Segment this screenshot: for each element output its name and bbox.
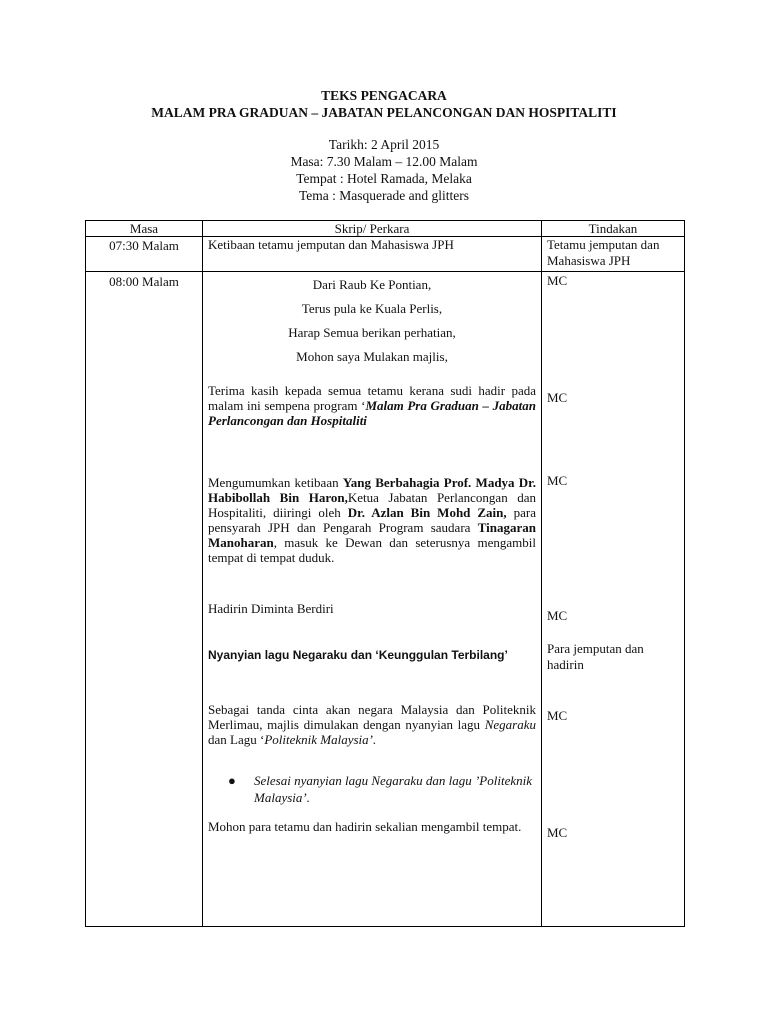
document-title: TEKS PENGACARA (321, 88, 447, 103)
lecturer-name: Dr. Azlan Bin Mohd Zain, (347, 505, 507, 520)
mc-label: MC (547, 273, 568, 288)
pantun-line: Mohon saya Mulakan majlis, (296, 349, 448, 364)
stand-instruction: Hadirin Diminta Berdiri (208, 601, 334, 616)
thanks-paragraph: Terima kasih kepada semua tetamu kerana sudi hadir pada malam ini sempena program ‘Malam Pra Graduan – Jabatan Perlancongan dan Hospitaliti (208, 383, 536, 428)
bullet-icon: ● (228, 773, 236, 788)
seating-instruction: Mohon para tetamu dan hadirin sekalian mengambil tempat. (208, 819, 522, 834)
row2-time: 08:00 Malam (86, 272, 203, 927)
row1-script: Ketibaan tetamu jemputan dan Mahasiswa JPH (203, 237, 542, 272)
header-masa: Masa (86, 221, 203, 237)
schedule-table (85, 220, 685, 927)
row2-script (203, 272, 542, 927)
mc-label: MC (547, 825, 568, 840)
mc-label: MC (547, 390, 568, 405)
table-row (86, 272, 685, 927)
anthem-paragraph: Sebagai tanda cinta akan negara Malaysia dan Politeknik Merlimau, majlis dimulakan dengan nyanyian lagu Negaraku dan Lagu ‘Politeknik Malaysia’. (208, 702, 536, 747)
pantun-line: Dari Raub Ke Pontian, (312, 277, 432, 292)
event-theme: Tema : Masquerade and glitters (299, 188, 469, 203)
pantun-line: Harap Semua berikan perhatian, (288, 325, 456, 340)
director-name: Tinagaran Manoharan (208, 520, 536, 550)
header-tindakan: Tindakan (542, 221, 685, 237)
mc-label: MC (547, 608, 568, 623)
document-header (0, 87, 768, 121)
mc-label: MC (547, 708, 568, 723)
mc-label: MC (547, 473, 568, 488)
document-subtitle: MALAM PRA GRADUAN – JABATAN PELANCONGAN DAN HOSPITALITI (151, 105, 617, 120)
event-venue: Tempat : Hotel Ramada, Melaka (296, 171, 472, 186)
table-row (86, 237, 685, 272)
anthem-heading: Nyanyian lagu Negaraku dan ‘Keunggulan Terbilang’ (208, 648, 508, 662)
program-name: Malam Pra Graduan – Jabatan Perlancongan dan Hospitaliti (208, 398, 536, 428)
table-header-row (86, 221, 685, 237)
row1-time: 07:30 Malam (86, 237, 203, 272)
row1-action: Tetamu jemputan dan Mahasiswa JPH (542, 237, 685, 272)
arrival-announcement: Mengumumkan ketibaan Yang Berbahagia Prof. Madya Dr. Habibollah Bin Haron,Ketua Jabatan Perlancongan dan Hospitaliti, diiringi oleh Dr. Azlan Bin Mohd Zain, para pensyarah JPH dan Pengarah Program saudara Tinagaran Manoharan, masuk ke Dewan dan seterusnya mengambil tempat di tempat duduk. (208, 475, 537, 565)
header-skrip: Skrip/ Perkara (203, 221, 542, 237)
event-details (0, 136, 768, 204)
vip-name: Yang Berbahagia Prof. Madya Dr. Habibollah Bin Haron, (208, 475, 536, 505)
row2-action (542, 272, 685, 927)
event-date: Tarikh: 2 April 2015 (328, 137, 440, 152)
event-time: Masa: 7.30 Malam – 12.00 Malam (290, 154, 478, 169)
guests-label: Para jemputan dan hadirin (547, 641, 644, 672)
bullet-item: ● Selesai nyanyian lagu Negaraku dan lagu ’Politeknik Malaysia’. (228, 773, 532, 805)
opening-pantun (208, 273, 536, 369)
pantun-line: Terus pula ke Kuala Perlis, (301, 301, 443, 316)
